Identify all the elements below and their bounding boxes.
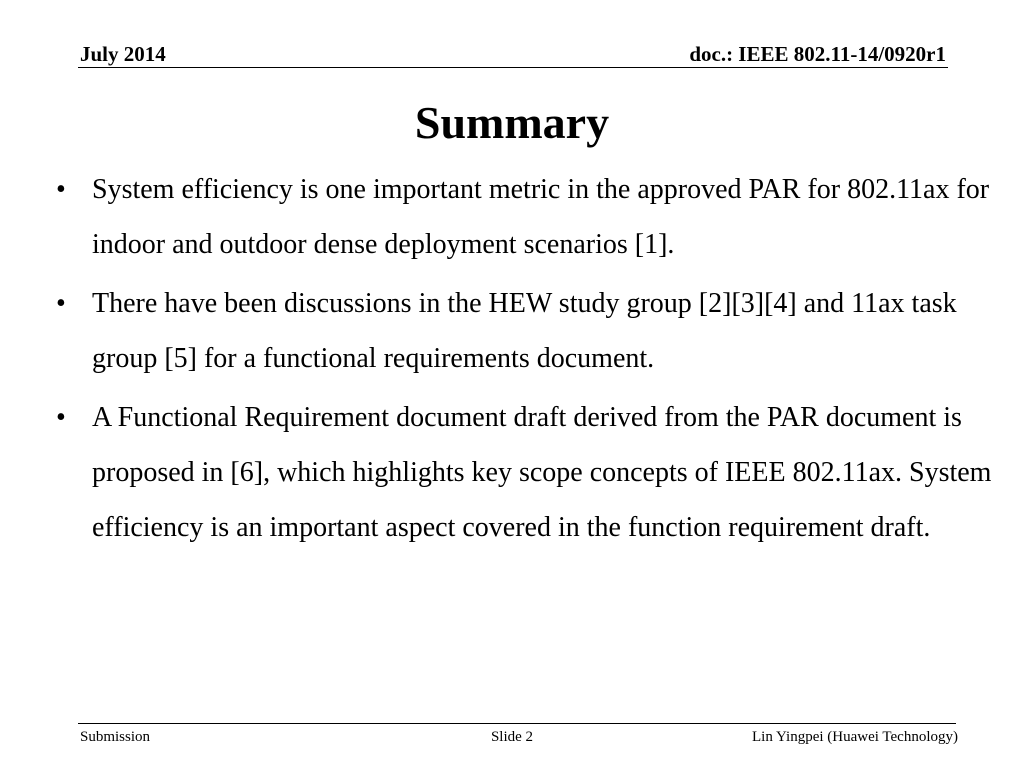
bullet-point-icon: • <box>56 174 66 205</box>
bullet-point-icon: • <box>56 288 66 319</box>
header-divider <box>78 67 948 68</box>
header-date: July 2014 <box>80 42 166 66</box>
footer-slide-number: Slide 2 <box>490 729 534 745</box>
bullet-item <box>56 162 996 272</box>
bullet-item <box>56 390 996 555</box>
bullet-text: System efficiency is one important metric in the approved PAR for 802.11ax for indoor and outdoor dense deployment scenarios [1]. <box>92 174 990 260</box>
footer-author: Lin Yingpei (Huawei Technology) <box>752 729 958 745</box>
header-doc-id: doc.: IEEE 802.11-14/0920r1 <box>689 42 946 66</box>
bullet-text: A Functional Requirement document draft derived from the PAR document is proposed in [6], which highlights key scope concepts of IEEE 802.11ax. System efficiency is an important aspect covered in the function requirement draft. <box>92 402 992 543</box>
bullet-text: There have been discussions in the HEW study group [2][3][4] and 11ax task group [5] for a functional requirements document. <box>92 288 957 374</box>
footer-submission: Submission <box>80 729 151 745</box>
footer-divider <box>78 723 956 724</box>
bullet-list <box>56 162 996 559</box>
slide-title: Summary <box>414 97 610 148</box>
bullet-point-icon: • <box>56 402 66 433</box>
bullet-item <box>56 276 996 386</box>
